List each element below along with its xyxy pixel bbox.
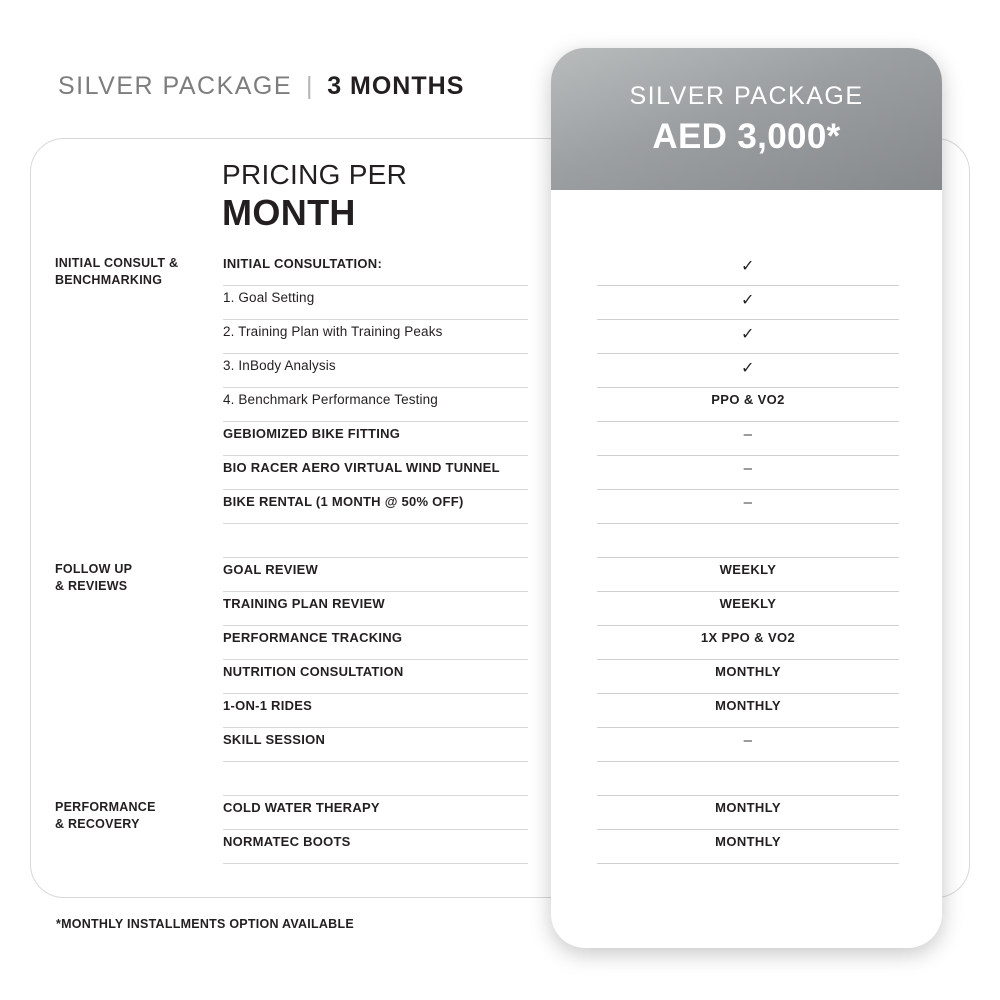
table-row: [55, 456, 915, 490]
row-feature-label: SKILL SESSION: [223, 732, 326, 747]
table-row: [55, 728, 915, 762]
row-divider: [223, 863, 528, 864]
row-category-label: PERFORMANCE & RECOVERY: [55, 800, 156, 831]
table-row: [55, 286, 915, 320]
row-feature-label: GOAL REVIEW: [223, 562, 319, 577]
table-row: [55, 320, 915, 354]
table-row: [55, 762, 915, 796]
table-row: [55, 660, 915, 694]
table-row: [55, 626, 915, 660]
row-value: ✓: [741, 326, 755, 343]
row-feature-label: 4. Benchmark Performance Testing: [223, 392, 438, 407]
row-value: MONTHLY: [715, 664, 781, 679]
row-feature-label: GEBIOMIZED BIKE FITTING: [223, 426, 401, 441]
row-feature-label: 3. InBody Analysis: [223, 358, 336, 373]
highlight-card-header: [551, 48, 942, 190]
row-value: PPO & VO2: [711, 392, 785, 407]
row-feature-label: INITIAL CONSULTATION:: [223, 256, 383, 271]
footnote: *MONTHLY INSTALLMENTS OPTION AVAILABLE: [56, 917, 354, 931]
highlight-package-price: AED 3,000*: [652, 116, 841, 156]
row-feature-label: BIO RACER AERO VIRTUAL WIND TUNNEL: [223, 460, 500, 475]
row-feature-label: TRAINING PLAN REVIEW: [223, 596, 385, 611]
table-row: [55, 796, 915, 830]
row-value: ✓: [741, 258, 755, 275]
table-row: [55, 524, 915, 558]
row-value: ✓: [741, 360, 755, 377]
row-value: –: [743, 494, 753, 511]
table-row: [55, 694, 915, 728]
row-feature-label: NORMATEC BOOTS: [223, 834, 351, 849]
row-value: ✓: [741, 292, 755, 309]
row-feature-label: 1. Goal Setting: [223, 290, 315, 305]
table-row: [55, 592, 915, 626]
table-row: [55, 388, 915, 422]
row-value-divider: [597, 863, 899, 864]
row-value: WEEKLY: [719, 596, 777, 611]
row-value: –: [743, 460, 753, 477]
page-header: [58, 72, 464, 101]
row-value: –: [743, 426, 753, 443]
row-category-label: INITIAL CONSULT & BENCHMARKING: [55, 256, 179, 287]
row-value: MONTHLY: [715, 698, 781, 713]
row-feature-label: COLD WATER THERAPY: [223, 800, 380, 815]
row-value: MONTHLY: [715, 834, 781, 849]
row-value: 1X PPO & VO2: [700, 630, 796, 645]
page-title: [222, 160, 407, 233]
row-feature-label: BIKE RENTAL (1 MONTH @ 50% OFF): [223, 494, 464, 509]
table-row: [55, 558, 915, 592]
page-title-line1: PRICING PER: [222, 159, 408, 190]
row-feature-label: PERFORMANCE TRACKING: [223, 630, 403, 645]
row-value: WEEKLY: [719, 562, 777, 577]
header-package-name: SILVER PACKAGE: [58, 72, 293, 100]
highlight-package-name: SILVER PACKAGE: [629, 81, 864, 110]
header-separator: |: [306, 72, 314, 100]
row-feature-label: 1-ON-1 RIDES: [223, 698, 313, 713]
table-row: [55, 490, 915, 524]
table-row: [55, 422, 915, 456]
row-value: –: [743, 732, 753, 749]
page-title-line2: MONTH: [222, 192, 356, 234]
header-duration: 3 MONTHS: [327, 72, 465, 100]
row-category-label: FOLLOW UP & REVIEWS: [55, 562, 133, 593]
table-row: [55, 354, 915, 388]
table-row: [55, 252, 915, 286]
row-feature-label: 2. Training Plan with Training Peaks: [223, 324, 443, 339]
row-value: MONTHLY: [715, 800, 781, 815]
pricing-table: [55, 252, 915, 864]
table-row: [55, 830, 915, 864]
row-feature-label: NUTRITION CONSULTATION: [223, 664, 404, 679]
